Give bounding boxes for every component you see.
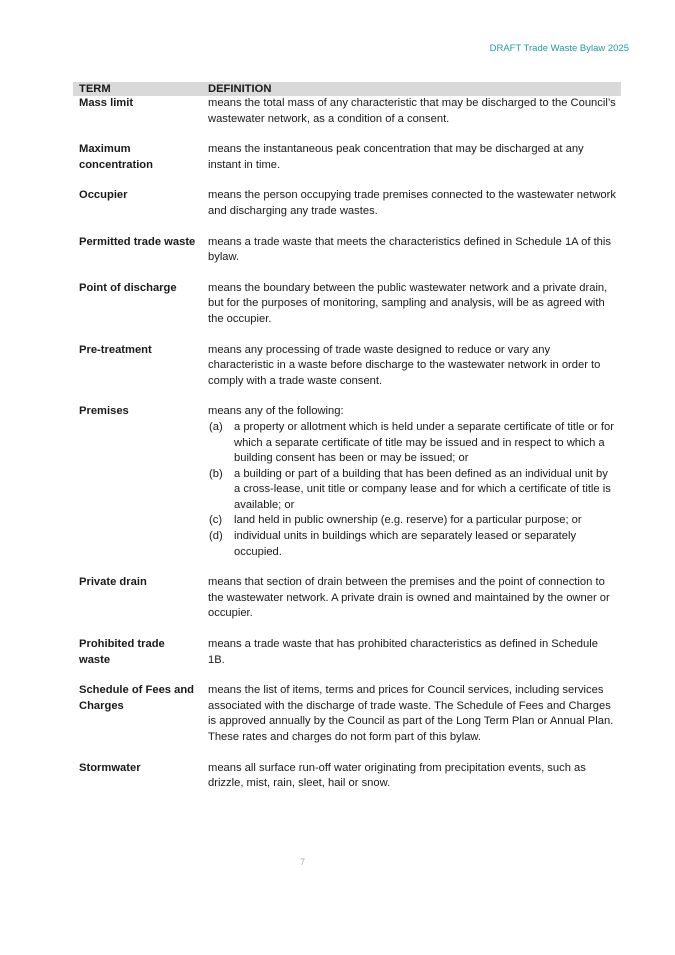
definition-subitem bbox=[208, 529, 617, 560]
term-cell: Mass limit bbox=[79, 97, 134, 109]
page-number: 7 bbox=[300, 857, 306, 867]
table-row bbox=[73, 188, 621, 219]
definition-subitem bbox=[208, 467, 617, 514]
definition-cell: means the person occupying trade premises connected to the wastewater network and discharging any trade wastes. bbox=[208, 189, 616, 217]
subitem-label: (a) bbox=[209, 420, 223, 433]
document-header-title: DRAFT Trade Waste Bylaw 2025 bbox=[489, 43, 629, 54]
definition-cell: means the instantaneous peak concentration that may be discharged at any instant in time. bbox=[208, 143, 584, 171]
table-row bbox=[73, 404, 621, 560]
subitem-text: a building or part of a building that has been defined as an individual unit by a cross-lease, unit title or company lease and for which a certificate of title is available; or bbox=[234, 467, 611, 511]
term-cell: Premises bbox=[79, 405, 129, 418]
table-header bbox=[73, 82, 621, 96]
term-cell: Pre-treatment bbox=[79, 343, 152, 356]
table-row bbox=[73, 343, 621, 390]
definitions-table bbox=[73, 82, 621, 792]
term-cell: Permitted trade waste bbox=[79, 235, 196, 248]
table-row bbox=[73, 637, 621, 668]
definition-cell: means the total mass of any characteristic that may be discharged to the Council’s wastewater network, as a condition of a consent. bbox=[208, 97, 616, 125]
subitem-text: a property or allotment which is held under a separate certificate of title or for which a separate certificate of title may be issued and in respect to which a building consent has been or may be issued; or bbox=[234, 420, 614, 465]
definition-cell: means that section of drain between the premises and the point of connection to the wastewater network. A private drain is owned and maintained by the owner or occupier. bbox=[208, 576, 610, 620]
term-cell: Point of discharge bbox=[79, 281, 177, 294]
subitem-label: (b) bbox=[209, 467, 223, 480]
table-row bbox=[73, 761, 621, 792]
definition-cell: means the boundary between the public wastewater network and a private drain, but for the purposes of monitoring, sampling and analysis, will be as agreed with the occupier. bbox=[208, 281, 608, 325]
column-header-term: TERM bbox=[79, 83, 111, 95]
term-cell: Occupier bbox=[79, 189, 128, 202]
term-cell: Stormwater bbox=[79, 761, 141, 774]
definition-intro: means any of the following: bbox=[208, 405, 344, 418]
term-cell: Maximum concentration bbox=[79, 143, 153, 171]
subitem-text: individual units in buildings which are separately leased or separately occupied. bbox=[234, 530, 577, 558]
table-row bbox=[73, 142, 621, 173]
table-row bbox=[73, 281, 621, 328]
definition-subitem bbox=[208, 513, 617, 529]
definition-cell bbox=[202, 404, 621, 560]
table-row bbox=[73, 235, 621, 266]
definition-cell: means the list of items, terms and prices for Council services, including services associated with the discharge of trade waste. The Schedule of Fees and Charges is approved annually by the Council as part of the Long Term Plan or Annual Plan. These rates and charges do not form part of this bylaw. bbox=[208, 684, 614, 743]
table-row bbox=[73, 683, 621, 745]
column-header-definition: DEFINITION bbox=[208, 83, 272, 95]
definition-cell: means a trade waste that meets the characteristics defined in Schedule 1A of this bylaw. bbox=[208, 235, 611, 264]
definition-cell: means all surface run-off water originating from precipitation events, such as drizzle, mist, rain, sleet, hail or snow. bbox=[208, 761, 586, 790]
table-row bbox=[73, 575, 621, 622]
subitem-label: (d) bbox=[209, 530, 223, 543]
definition-cell: means any processing of trade waste designed to reduce or vary any characteristic in a waste before discharge to the wastewater network in order to comply with a trade waste consent. bbox=[208, 343, 601, 387]
definition-subitem bbox=[208, 420, 617, 467]
subitem-text: land held in public ownership (e.g. reserve) for a particular purpose; or bbox=[234, 514, 582, 527]
term-cell: Schedule of Fees and Charges bbox=[79, 684, 195, 712]
table-row bbox=[73, 96, 621, 127]
term-cell: Prohibited trade waste bbox=[79, 638, 165, 666]
subitem-label: (c) bbox=[209, 514, 223, 527]
term-cell: Private drain bbox=[79, 576, 147, 589]
definition-cell: means a trade waste that has prohibited characteristics as defined in Schedule 1B. bbox=[208, 638, 598, 666]
